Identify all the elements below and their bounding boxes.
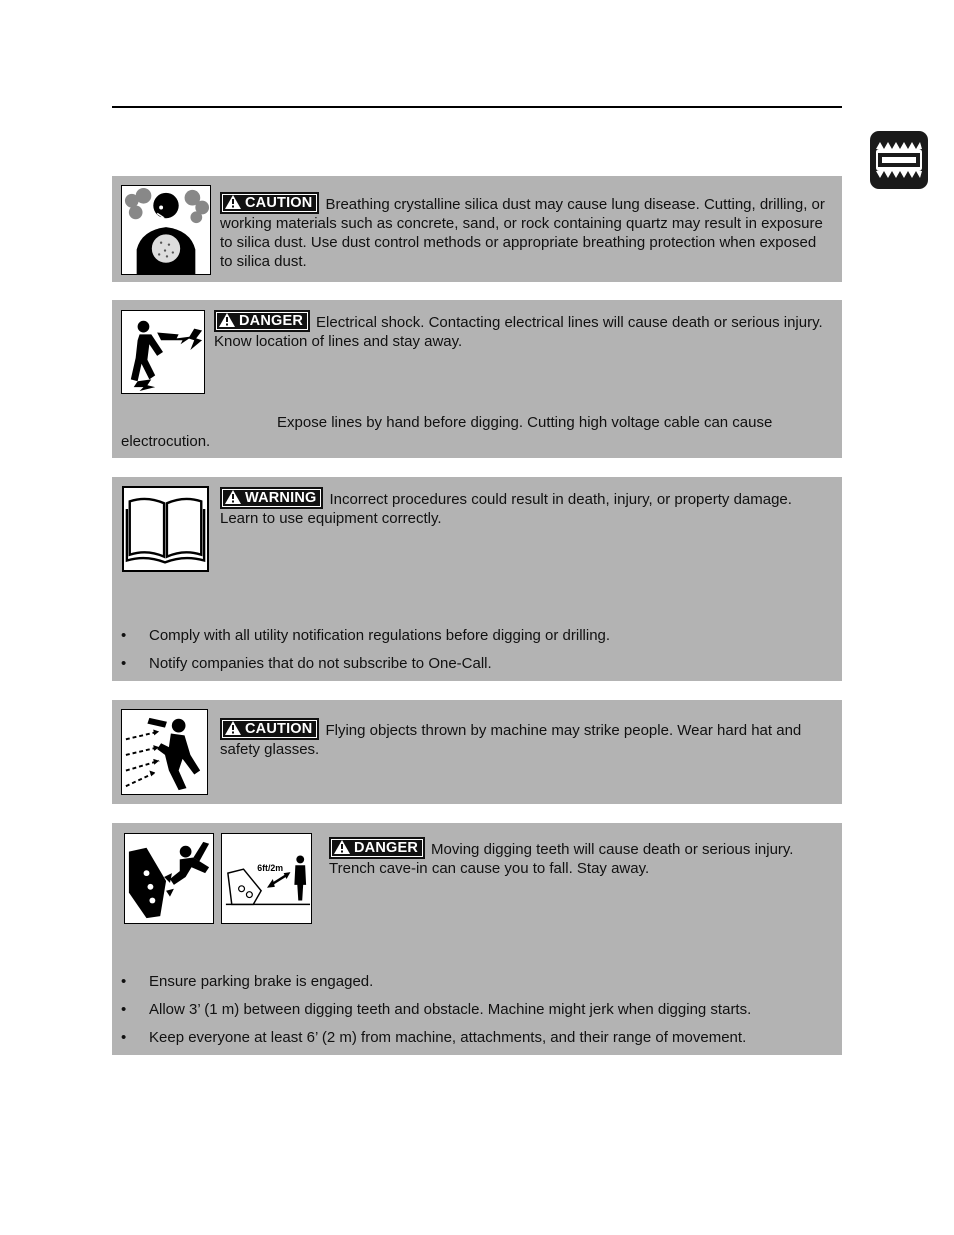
danger-digging-teeth-panel: 6ft/2m DANGER Moving digging teeth will cause death or serious injury. Trench cave-in can cause you to fall. Stay away. • Ensure parking brake is engaged. • Allow 3’ (1 m) between digging teeth and obstacle. Machine might jerk when digging starts. • Keep everyone at least 6’ (2 m) from machine, attachments, and their range of movement.: [112, 823, 842, 1055]
caution-silica-text: Breathing crystalline silica dust may cause lung disease. Cutting, drilling, or working materials such as concrete, sand, or rock containing quartz may result in exposure to silica dust. Use dust control methods or appropriate breathing protection when exposed to silica dust.: [220, 196, 825, 270]
danger-electrical-panel: [112, 300, 842, 458]
warning-badge: WARNING: [220, 487, 323, 509]
silica-dust-inhalation-icon: [121, 185, 211, 275]
flying-objects-icon: [121, 709, 208, 795]
caution-badge: CAUTION: [220, 192, 319, 214]
danger-digging-teeth-text: Moving digging teeth will cause death or serious injury. Trench cave-in can cause you to fall. Stay away.: [329, 841, 794, 877]
keep-clear-distance-icon: [221, 833, 312, 924]
header-rule: [112, 106, 842, 108]
caution-badge: CAUTION: [220, 718, 319, 740]
warning-manual-panel: WARNING Incorrect procedures could result in death, injury, or property damage. Learn to use equipment correctly. • Comply with all utility notification regulations before digging or drilling. • Notify companies that do not subscribe to One-Call.: [112, 477, 842, 681]
section-tab: [870, 131, 928, 189]
distance-label: 6ft/2m: [257, 863, 284, 874]
danger-electrical-extra: Expose lines by hand before digging. Cutting high voltage cable can cause electrocution.: [121, 414, 773, 450]
digging-teeth-entanglement-icon: [124, 833, 214, 924]
caution-flying-objects-panel: [112, 700, 842, 804]
caution-silica-panel: [112, 176, 842, 282]
digging-chain-icon: [870, 131, 928, 189]
warning-triangle-icon: [334, 840, 350, 854]
warning-triangle-icon: [225, 490, 241, 504]
warning-triangle-icon: [225, 195, 241, 209]
warning-triangle-icon: [225, 721, 241, 735]
danger-badge: DANGER: [329, 837, 425, 859]
caution-flying-objects-text: Flying objects thrown by machine may strike people. Wear hard hat and safety glasses.: [220, 722, 802, 758]
operator-manual-book-icon: [122, 486, 209, 572]
warning-triangle-icon: [219, 313, 235, 327]
electrical-shock-icon: [121, 310, 205, 394]
danger-electrical-text: Electrical shock. Contacting electrical lines will cause death or serious injury. Know location of lines and stay away.: [214, 314, 823, 350]
danger-badge: DANGER: [214, 310, 310, 332]
warning-manual-text: Incorrect procedures could result in death, injury, or property damage. Learn to use equipment correctly.: [220, 491, 792, 527]
